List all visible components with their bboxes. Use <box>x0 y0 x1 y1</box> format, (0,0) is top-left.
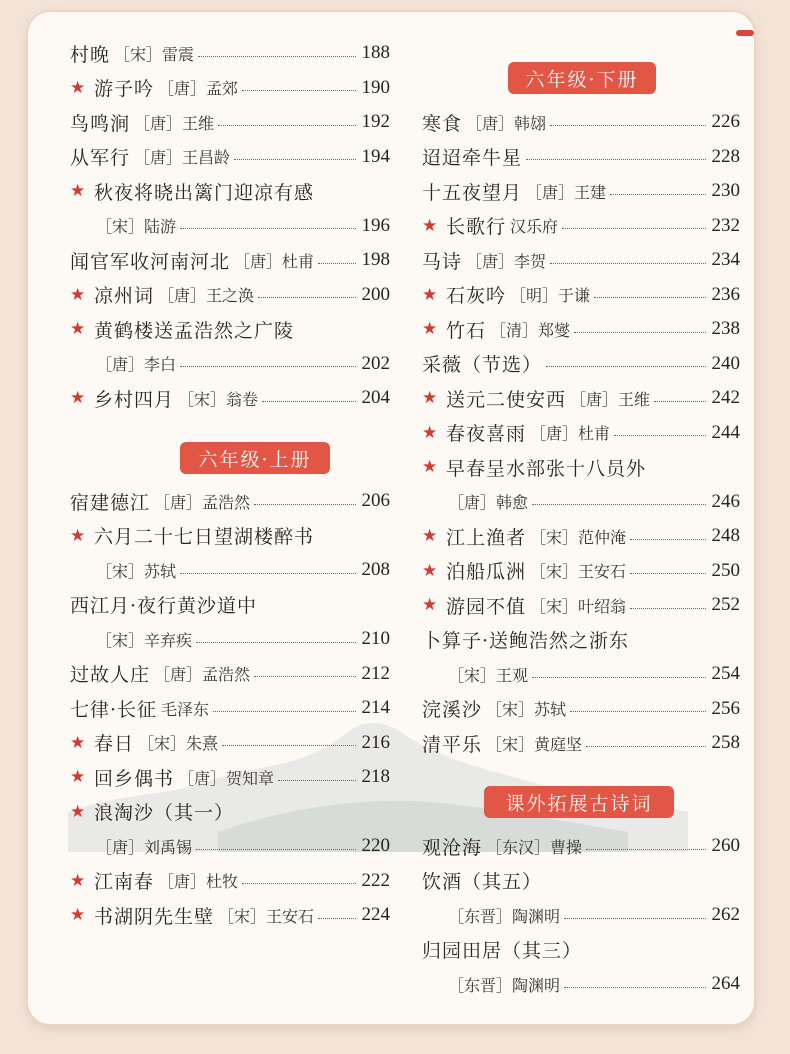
page-number: 220 <box>361 835 390 856</box>
poem-title: 送元二使安西 <box>446 388 567 411</box>
page-number: 200 <box>361 283 390 305</box>
toc-entry[interactable] <box>70 347 390 381</box>
poem-title: 泊船瓜洲 <box>446 561 527 583</box>
dot-leader <box>262 401 356 402</box>
poem-title: 江南春 <box>94 871 155 893</box>
poem-title: 十五夜望月 <box>422 181 523 204</box>
dot-leader <box>318 918 356 919</box>
toc-page <box>28 12 754 1024</box>
poem-author: ［宋］范仲淹 <box>530 527 627 547</box>
page-number: 196 <box>361 214 390 236</box>
poem-author: ［唐］李白 <box>96 355 177 374</box>
poem-title: 从军行 <box>70 147 131 169</box>
dot-leader <box>564 918 706 919</box>
toc-entry[interactable] <box>70 105 390 139</box>
required-star-icon: ★ <box>422 388 438 408</box>
required-star-icon: ★ <box>70 767 86 787</box>
dot-leader <box>526 159 706 160</box>
toc-entry[interactable] <box>70 381 390 415</box>
poem-title: 石灰吟 <box>446 285 507 307</box>
poem-title: 凉州词 <box>94 285 155 307</box>
page-number: 212 <box>361 662 390 684</box>
dot-leader <box>213 711 356 712</box>
page-number: 254 <box>711 663 740 684</box>
dot-leader <box>180 228 356 229</box>
poem-author: 汉乐府 <box>510 217 559 236</box>
poem-author: ［唐］王维 <box>570 389 651 409</box>
toc-entry[interactable] <box>422 174 740 208</box>
poem-author: ［唐］刘禹锡 <box>96 837 193 857</box>
poem-title: 游子吟 <box>94 78 155 100</box>
page-number: 264 <box>711 973 740 994</box>
toc-entry[interactable] <box>70 795 390 829</box>
dot-leader <box>254 504 356 505</box>
toc-entry[interactable] <box>70 622 390 656</box>
poem-author: ［宋］雷震 <box>114 44 195 64</box>
poem-title: 清平乐 <box>422 733 483 756</box>
toc-entry[interactable] <box>422 898 740 932</box>
page-number: 224 <box>361 904 390 925</box>
poem-title: 观沧海 <box>422 836 483 859</box>
required-star-icon: ★ <box>70 319 86 339</box>
poem-title: 采薇（节选） <box>422 354 543 376</box>
required-star-icon: ★ <box>70 905 86 925</box>
dot-leader <box>570 711 706 712</box>
poem-title: 春日 <box>94 733 135 755</box>
dot-leader <box>234 159 356 160</box>
page-number: 222 <box>361 869 390 891</box>
required-star-icon: ★ <box>70 77 86 98</box>
poem-author: ［唐］李贺 <box>466 251 547 271</box>
page-number: 248 <box>711 525 740 546</box>
dot-leader <box>254 676 356 677</box>
poem-title: 六月二十七日望湖楼醉书 <box>94 526 315 548</box>
poem-title: 宿建德江 <box>70 491 151 514</box>
toc-entry[interactable] <box>70 36 390 70</box>
required-star-icon: ★ <box>422 319 438 339</box>
poem-title: 鸟鸣涧 <box>70 112 131 135</box>
section-banner-extra-poems: 课外拓展古诗词 <box>484 786 674 818</box>
poem-title: 马诗 <box>422 250 463 273</box>
poem-author: ［唐］韩愈 <box>448 493 529 512</box>
poem-author: ［唐］孟郊 <box>158 79 239 98</box>
toc-entry[interactable] <box>422 278 740 312</box>
dot-leader <box>550 263 706 264</box>
poem-author: ［唐］杜甫 <box>530 424 611 443</box>
required-star-icon: ★ <box>422 560 438 581</box>
section-banner-grade6-lower: 六年级·下册 <box>508 62 656 94</box>
page-number: 228 <box>711 145 740 167</box>
toc-entry[interactable] <box>422 243 740 277</box>
page-number: 258 <box>711 732 740 753</box>
poem-title: 过故人庄 <box>70 664 151 686</box>
page-number: 194 <box>361 145 390 167</box>
poem-title: 春夜喜雨 <box>446 423 527 445</box>
page-number: 230 <box>711 180 740 201</box>
dot-leader <box>630 539 706 540</box>
dot-leader <box>630 608 706 609</box>
page-number: 238 <box>711 318 740 339</box>
poem-author: ［唐］杜甫 <box>234 251 315 271</box>
page-number: 210 <box>361 628 390 649</box>
dot-leader <box>532 677 706 678</box>
poem-author: ［宋］王安石 <box>530 562 627 581</box>
page-number: 240 <box>711 352 740 374</box>
page-number: 216 <box>361 731 390 753</box>
required-star-icon: ★ <box>70 388 86 408</box>
page-number: 208 <box>361 559 390 580</box>
toc-entry[interactable] <box>422 692 740 726</box>
dot-leader <box>574 332 706 333</box>
toc-entry[interactable] <box>422 519 740 553</box>
poem-author: ［唐］杜牧 <box>158 872 239 891</box>
required-star-icon: ★ <box>70 801 86 822</box>
toc-entry[interactable] <box>422 829 740 863</box>
dot-leader <box>278 780 356 781</box>
toc-entry[interactable] <box>70 760 390 794</box>
page-number: 244 <box>711 421 740 443</box>
poem-author: ［宋］黄庭坚 <box>486 734 583 754</box>
toc-entry[interactable] <box>422 105 740 139</box>
dot-leader <box>610 194 706 195</box>
dot-leader <box>564 987 706 988</box>
poem-title: 书湖阴先生壁 <box>94 905 215 928</box>
poem-author: ［宋］王安石 <box>218 906 315 926</box>
poem-title: 西江月·夜行黄沙道中 <box>70 595 258 617</box>
poem-title: 长歌行 <box>446 216 507 238</box>
required-star-icon: ★ <box>70 525 86 546</box>
toc-entry[interactable] <box>70 588 390 622</box>
poem-title: 归园田居（其三） <box>422 940 583 962</box>
page-number: 188 <box>361 42 390 63</box>
toc-entry[interactable] <box>422 554 740 588</box>
poem-author: ［唐］王维 <box>134 113 215 133</box>
poem-title: 秋夜将晓出篱门迎凉有感 <box>94 181 315 204</box>
toc-entry[interactable] <box>70 829 390 863</box>
toc-entry[interactable] <box>422 416 740 450</box>
poem-title: 江上渔者 <box>446 526 527 549</box>
required-star-icon: ★ <box>422 526 438 546</box>
required-star-icon: ★ <box>70 870 86 891</box>
poem-author: ［宋］叶绍翁 <box>530 596 627 616</box>
page-number: 252 <box>711 594 740 615</box>
toc-entry[interactable] <box>422 450 740 484</box>
dot-leader <box>550 125 706 126</box>
toc-entry[interactable] <box>70 209 390 243</box>
section-banner-grade6-upper: 六年级·上册 <box>180 442 330 474</box>
poem-author: ［清］郑燮 <box>490 320 571 340</box>
required-star-icon: ★ <box>422 422 438 443</box>
dot-leader <box>222 745 356 746</box>
toc-entry[interactable] <box>422 588 740 622</box>
poem-author: ［唐］王之涣 <box>158 286 255 305</box>
toc-entry[interactable] <box>422 864 740 898</box>
poem-title: 乡村四月 <box>94 388 175 411</box>
page-number: 198 <box>361 249 390 270</box>
page-number: 226 <box>711 111 740 132</box>
dot-leader <box>546 366 706 367</box>
poem-title: 浣溪沙 <box>422 699 483 721</box>
dot-leader <box>196 849 356 850</box>
dot-leader <box>218 125 356 126</box>
poem-author: ［宋］陆游 <box>96 217 177 236</box>
required-star-icon: ★ <box>70 181 86 201</box>
dot-leader <box>198 56 356 57</box>
required-star-icon: ★ <box>422 215 438 236</box>
poem-author: ［唐］贺知章 <box>178 768 275 788</box>
required-star-icon: ★ <box>70 284 86 305</box>
poem-author: ［宋］翁卷 <box>178 389 259 409</box>
dot-leader <box>318 263 356 264</box>
poem-title: 饮酒（其五） <box>422 871 543 893</box>
page-number: 192 <box>361 111 390 132</box>
poem-title: 七律·长征 <box>70 698 158 721</box>
page-number: 214 <box>361 697 390 718</box>
toc-entry[interactable] <box>422 347 740 381</box>
poem-author: ［东汉］曹操 <box>486 837 583 857</box>
poem-author: ［宋］朱熹 <box>138 734 219 753</box>
toc-entry[interactable] <box>70 553 390 587</box>
page-number: 250 <box>711 559 740 581</box>
decorative-dash <box>736 30 754 36</box>
toc-entry[interactable] <box>422 726 740 760</box>
poem-author: ［唐］孟浩然 <box>154 492 251 512</box>
dot-leader <box>180 366 356 367</box>
dot-leader <box>614 435 706 436</box>
poem-author: ［东晋］陶渊明 <box>448 906 561 926</box>
poem-author: ［唐］王昌龄 <box>134 148 231 167</box>
toc-entry[interactable] <box>70 864 390 898</box>
toc-entry[interactable] <box>70 71 390 105</box>
page-number: 190 <box>361 76 390 98</box>
toc-entry[interactable] <box>70 174 390 208</box>
toc-entry[interactable] <box>422 312 740 346</box>
toc-entry[interactable] <box>422 657 740 691</box>
toc-entry[interactable] <box>70 243 390 277</box>
poem-author: ［唐］王建 <box>526 182 607 202</box>
page-number: 232 <box>711 214 740 236</box>
required-star-icon: ★ <box>70 732 86 753</box>
toc-entry[interactable] <box>70 140 390 174</box>
toc-entry[interactable] <box>70 278 390 312</box>
page-number: 262 <box>711 904 740 925</box>
toc-entry[interactable] <box>70 312 390 346</box>
poem-title: 游园不值 <box>446 595 527 618</box>
poem-author: ［唐］孟浩然 <box>154 665 251 684</box>
dot-leader <box>258 297 356 298</box>
page-number: 234 <box>711 249 740 270</box>
toc-entry[interactable] <box>70 898 390 932</box>
poem-title: 早春呈水部张十八员外 <box>446 457 647 480</box>
dot-leader <box>180 573 356 574</box>
poem-title: 黄鹤楼送孟浩然之广陵 <box>94 319 295 342</box>
poem-title: 迢迢牵牛星 <box>422 147 523 169</box>
toc-entry[interactable] <box>70 691 390 725</box>
poem-author: ［宋］苏轼 <box>96 561 177 581</box>
dot-leader <box>532 504 706 505</box>
dot-leader <box>242 883 356 884</box>
poem-title: 卜算子·送鲍浩然之浙东 <box>422 630 630 652</box>
required-star-icon: ★ <box>422 457 438 477</box>
poem-author: 毛泽东 <box>161 699 210 719</box>
toc-entry[interactable] <box>422 933 740 967</box>
toc-entry[interactable] <box>422 209 740 243</box>
page-number: 202 <box>361 352 390 374</box>
poem-author: ［宋］苏轼 <box>486 700 567 719</box>
poem-title: 回乡偶书 <box>94 767 175 790</box>
dot-leader <box>562 228 706 229</box>
toc-entry[interactable] <box>70 726 390 760</box>
page-number: 206 <box>361 490 390 511</box>
poem-author: ［明］于谦 <box>510 286 591 305</box>
required-star-icon: ★ <box>422 595 438 615</box>
poem-title: 浪淘沙（其一） <box>94 802 235 824</box>
page-number: 260 <box>711 835 740 856</box>
dot-leader <box>586 746 706 747</box>
dot-leader <box>654 401 706 402</box>
poem-author: ［宋］辛弃疾 <box>96 630 193 650</box>
dot-leader <box>196 642 356 643</box>
required-star-icon: ★ <box>422 284 438 305</box>
page-number: 204 <box>361 387 390 408</box>
poem-title: 寒食 <box>422 112 463 135</box>
page-number: 246 <box>711 490 740 512</box>
page-number: 242 <box>711 387 740 408</box>
dot-leader <box>242 90 356 91</box>
poem-title: 村晚 <box>70 43 111 66</box>
poem-author: ［宋］王观 <box>448 665 529 685</box>
toc-entry[interactable] <box>422 485 740 519</box>
poem-title: 竹石 <box>446 319 487 342</box>
toc-entry[interactable] <box>70 519 390 553</box>
page-number: 218 <box>361 766 390 787</box>
toc-entry[interactable] <box>70 657 390 691</box>
page-number: 256 <box>711 697 740 719</box>
poem-title: 闻官军收河南河北 <box>70 250 231 273</box>
dot-leader <box>586 849 706 850</box>
toc-entry[interactable] <box>422 140 740 174</box>
toc-entry[interactable] <box>422 623 740 657</box>
poem-author: ［东晋］陶渊明 <box>448 975 561 995</box>
toc-entry[interactable] <box>422 381 740 415</box>
dot-leader <box>630 573 706 574</box>
toc-entry[interactable] <box>70 484 390 518</box>
toc-entry[interactable] <box>422 967 740 1001</box>
dot-leader <box>594 297 706 298</box>
page-number: 236 <box>711 283 740 305</box>
poem-author: ［唐］韩翃 <box>466 113 547 133</box>
